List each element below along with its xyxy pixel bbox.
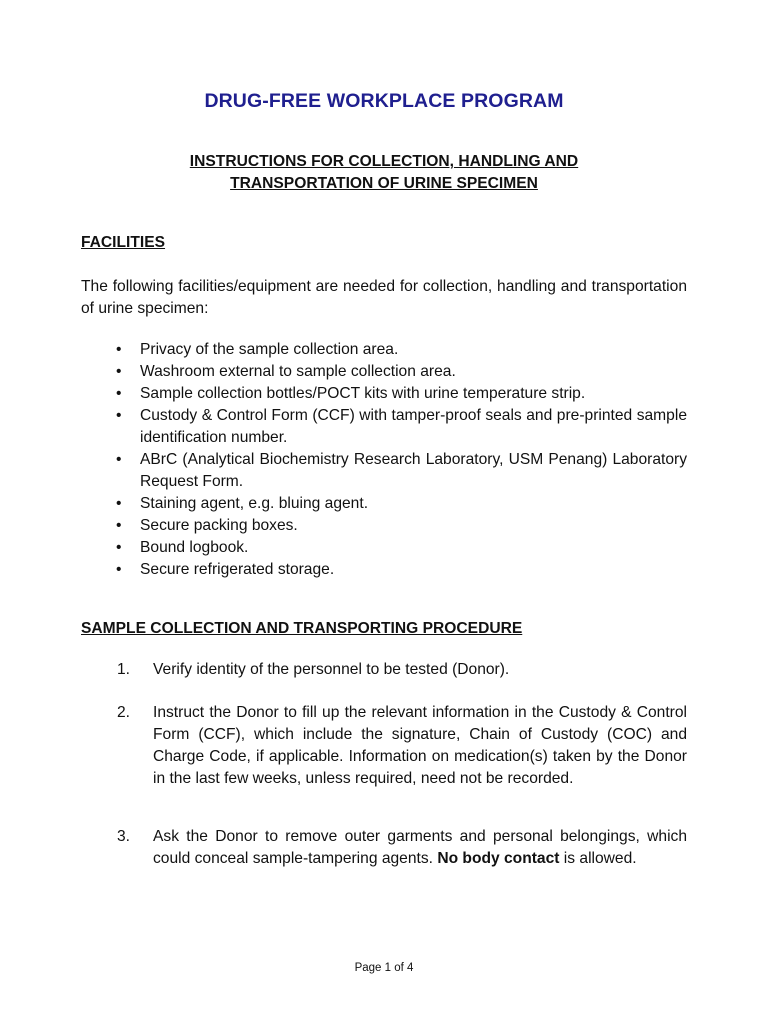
step-number: 2.: [117, 704, 131, 721]
list-item-text: Custody & Control Form (CCF) with tamper-proof seals and pre-printed sample identification number.: [140, 407, 687, 446]
list-item: [0, 449, 687, 493]
list-item-text: Secure packing boxes.: [140, 517, 298, 534]
list-item-text: ABrC (Analytical Biochemistry Research Laboratory, USM Penang) Laboratory Request Form.: [140, 451, 687, 490]
step-number: 1.: [117, 661, 131, 678]
bullet-icon: •: [116, 385, 122, 402]
list-item: [0, 537, 687, 559]
step-text: [153, 826, 687, 870]
bullet-icon: •: [116, 341, 122, 358]
bullet-icon: •: [116, 451, 122, 468]
list-item: [0, 559, 687, 581]
facilities-intro: The following facilities/equipment are needed for collection, handling and transportation of urine specimen:: [81, 278, 687, 317]
bullet-icon: •: [116, 495, 122, 512]
bullet-icon: •: [116, 539, 122, 556]
page-number: Page 1 of 4: [354, 962, 414, 974]
list-item-text: Sample collection bottles/POCT kits with urine temperature strip.: [140, 385, 586, 402]
step-text-emphasis: No body contact: [437, 850, 560, 867]
bullet-icon: •: [116, 407, 122, 424]
list-item-text: Secure refrigerated storage.: [140, 561, 335, 578]
document-subtitle: [0, 151, 768, 195]
subtitle-line-2: TRANSPORTATION OF URINE SPECIMEN: [230, 175, 538, 192]
list-item: [0, 383, 687, 405]
bullet-icon: •: [116, 363, 122, 380]
bullet-icon: •: [116, 517, 122, 534]
list-item-text: Privacy of the sample collection area.: [140, 341, 399, 358]
list-item: [0, 493, 687, 515]
list-item-text: Staining agent, e.g. bluing agent.: [140, 495, 369, 512]
facilities-list: [0, 339, 768, 581]
procedure-heading: SAMPLE COLLECTION AND TRANSPORTING PROCEDURE: [81, 620, 523, 637]
list-item: [0, 515, 687, 537]
step-text: Verify identity of the personnel to be tested (Donor).: [153, 661, 510, 678]
step-text: Instruct the Donor to fill up the relevant information in the Custody & Control Form (CCF), which include the signature, Chain of Custody (COC) and Charge Code, if applicable. Information on medication(s) taken by the Donor in the last few weeks, unless required, need not be recorded.: [153, 704, 687, 787]
step-text-part: is allowed.: [559, 850, 637, 867]
list-item: [0, 361, 687, 383]
list-item: [0, 339, 687, 361]
step-number: 3.: [117, 828, 131, 845]
list-item-text: Bound logbook.: [140, 539, 249, 556]
bullet-icon: •: [116, 561, 122, 578]
list-item-text: Washroom external to sample collection area.: [140, 363, 456, 380]
step-text-part: Ask the Donor to remove outer garments and personal belongings, which could conceal sample-tampering agents.: [153, 828, 687, 867]
document-title: DRUG-FREE WORKPLACE PROGRAM: [204, 90, 564, 112]
subtitle-line-1: INSTRUCTIONS FOR COLLECTION, HANDLING AND: [189, 153, 579, 170]
facilities-heading: FACILITIES: [81, 234, 166, 251]
list-item: [0, 405, 687, 449]
